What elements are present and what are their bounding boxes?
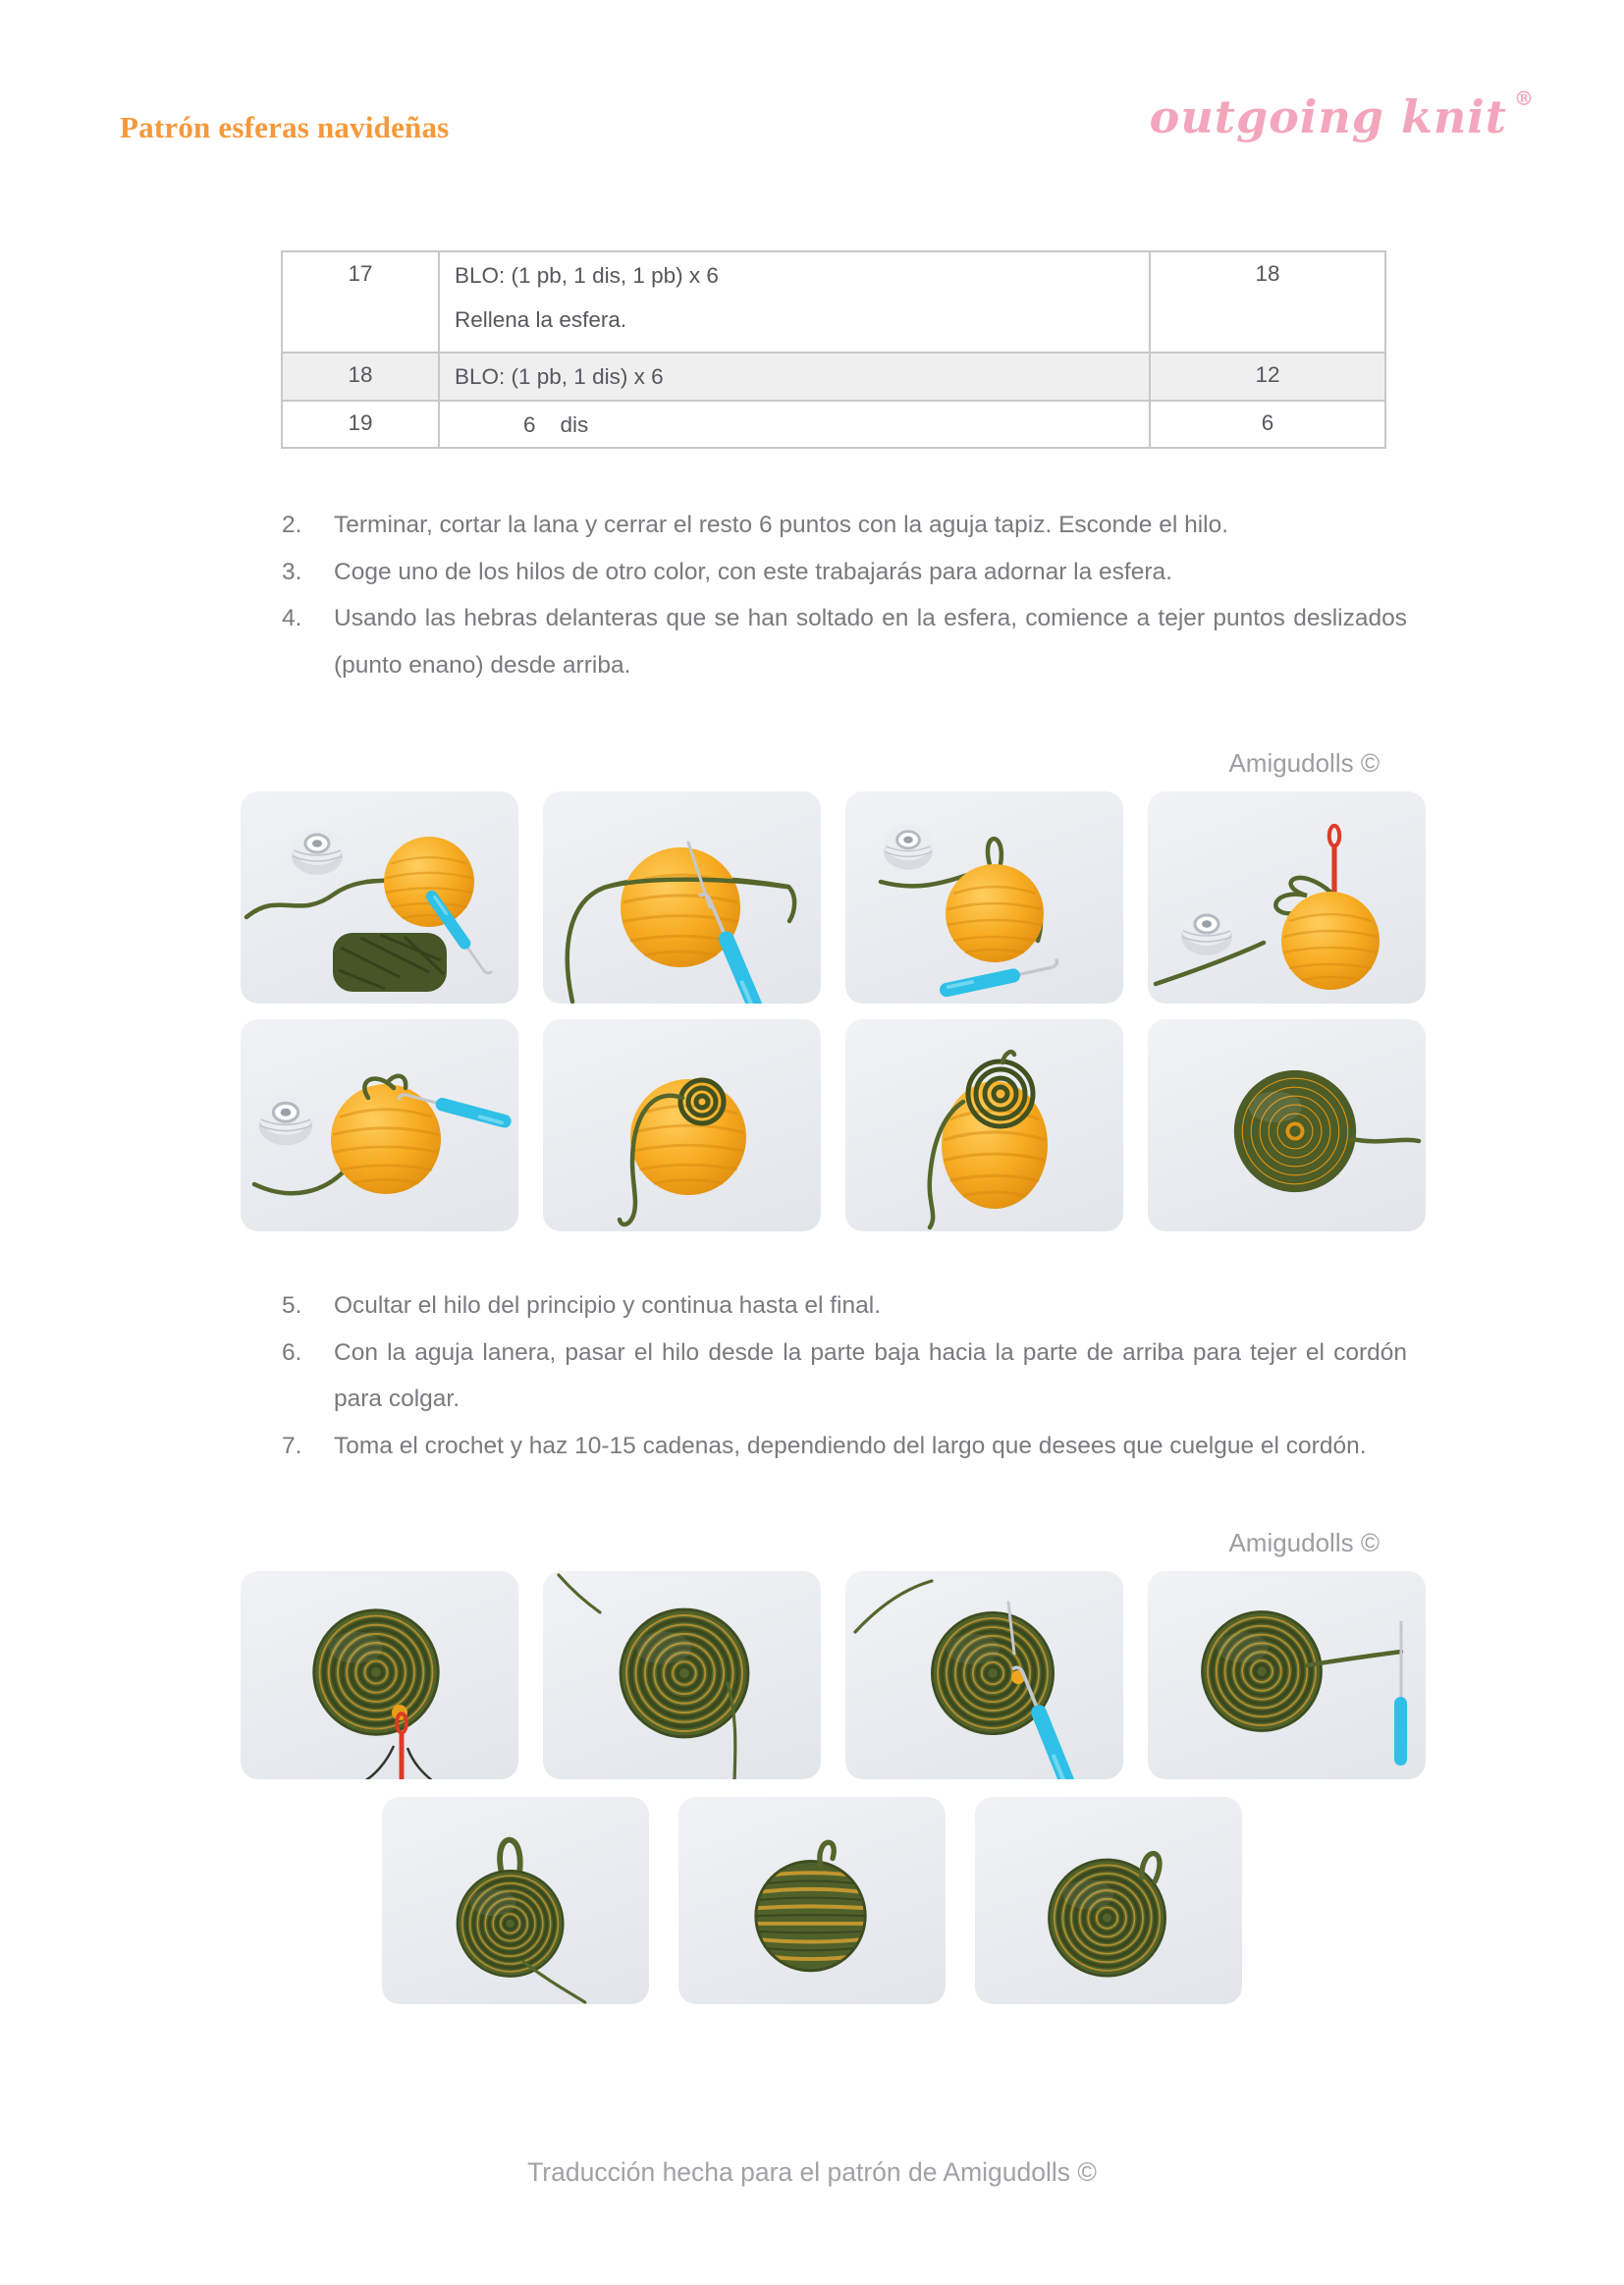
process-photo-13: [382, 1797, 649, 2004]
list-item: [282, 595, 1407, 688]
step-number: 7.: [282, 1432, 302, 1459]
list-item: [282, 549, 1407, 596]
table-row: [282, 401, 1385, 448]
process-photo-11: [845, 1571, 1123, 1779]
step-text: Con la aguja lanera, pasar el hilo desde la parte baja hacia la parte de arriba para tejer el cordón para colgar.: [334, 1338, 1407, 1412]
list-item: [282, 1282, 1407, 1330]
process-photo-15: [975, 1797, 1242, 2004]
instruction-line: 6 dis: [523, 412, 589, 437]
round-number-cell: 18: [282, 353, 439, 401]
step-text: Coge uno de los hilos de otro color, con este trabajarás para adornar la esfera.: [334, 558, 1172, 585]
step-number: 5.: [282, 1292, 302, 1319]
table-row: [282, 251, 1385, 353]
process-photo-5: [241, 1019, 518, 1231]
credit-watermark: Amigudolls ©: [1228, 748, 1380, 778]
process-photo-8: [1148, 1019, 1426, 1231]
instruction-line: BLO: (1 pb, 1 dis, 1 pb) x 6: [455, 263, 719, 288]
list-item: [282, 502, 1407, 549]
process-photo-4: [1148, 791, 1426, 1004]
process-photo-12: [1148, 1571, 1426, 1779]
stitch-count-cell: 18: [1150, 251, 1385, 353]
pattern-rounds-table: [281, 250, 1386, 449]
list-item: [282, 1423, 1407, 1470]
registered-mark-icon: ®: [1514, 86, 1534, 110]
step-number: 6.: [282, 1338, 302, 1366]
photo-grid-2-row-1: [241, 1571, 1426, 1779]
stitch-count-cell: 12: [1150, 353, 1385, 401]
instruction-cell: [439, 401, 1150, 448]
step-text: Terminar, cortar la lana y cerrar el resto 6 puntos con la aguja tapiz. Esconde el hilo.: [334, 512, 1229, 538]
photo-grid-1: [241, 791, 1426, 1231]
step-number: 2.: [282, 512, 302, 538]
round-number-cell: 19: [282, 401, 439, 448]
stitch-count-cell: 6: [1150, 401, 1385, 448]
credit-watermark: Amigudolls ©: [1228, 1528, 1380, 1557]
footer-credit: Traducción hecha para el patrón de Amigudolls ©: [527, 2157, 1097, 2187]
process-photo-6: [543, 1019, 821, 1231]
process-photo-9: [241, 1571, 518, 1779]
process-photo-7: [845, 1019, 1123, 1231]
process-photo-10: [543, 1571, 821, 1779]
step-number: 3.: [282, 558, 302, 585]
table-row: [282, 353, 1385, 401]
step-text: Ocultar el hilo del principio y continua hasta el final.: [334, 1292, 882, 1319]
instruction-cell: [439, 251, 1150, 353]
process-photo-14: [678, 1797, 946, 2004]
instruction-cell: [439, 353, 1150, 401]
instructions-list-2: [282, 1282, 1407, 1469]
list-item: [282, 1330, 1407, 1423]
brand-name: outgoing knit: [1149, 90, 1507, 143]
round-number-cell: 17: [282, 251, 439, 353]
instruction-line: BLO: (1 pb, 1 dis) x 6: [455, 364, 664, 389]
brand-logo: [1150, 86, 1534, 143]
step-text: Toma el crochet y haz 10-15 cadenas, dependiendo del largo que desees que cuelgue el cordón.: [334, 1432, 1367, 1459]
instructions-list-1: [282, 502, 1407, 688]
photo-grid-2-row-2: [382, 1797, 1242, 2004]
process-photo-1: [241, 791, 518, 1004]
process-photo-2: [543, 791, 821, 1004]
process-photo-3: [845, 791, 1123, 1004]
step-text: Usando las hebras delanteras que se han soltado en la esfera, comience a tejer puntos deslizados (punto enano) desde arriba.: [334, 605, 1407, 679]
step-number: 4.: [282, 605, 302, 631]
instruction-line: Rellena la esfera.: [455, 307, 627, 332]
page-title: Patrón esferas navideñas: [120, 110, 450, 144]
